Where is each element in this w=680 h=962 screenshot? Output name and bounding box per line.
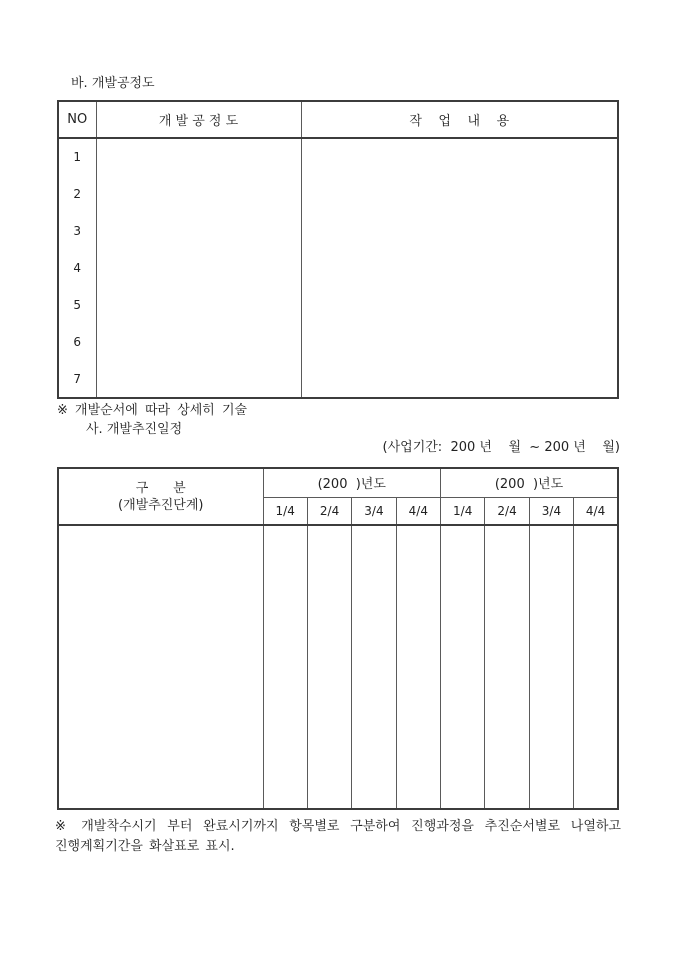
schedule-year2-label: (200 )년도 [494,477,564,493]
schedule-cell-y2-q2 [485,525,529,809]
schedule-category-label: 구 분 [135,480,186,496]
schedule-cell-y1-q1 [263,525,307,809]
process-header-work [301,101,618,138]
row-number-7: 7 [73,371,82,386]
process-header-no-label: NO [67,112,88,127]
schedule-year1-header [263,468,441,497]
schedule-category-cell [58,525,263,809]
quarter-y1-q2: 2/4 [307,497,351,525]
process-header-work-label: 작 업 내 용 [409,114,510,129]
schedule-year1-label: (200 )년도 [317,477,386,493]
process-no-column [58,138,96,398]
quarter-y2-q1: 1/4 [441,497,485,525]
section1-title: 바. 개발공정도 [71,76,155,91]
schedule-cell-y2-q3 [529,525,573,809]
row-number-4: 4 [73,261,82,275]
process-table [57,100,619,399]
process-footnote: ※ 개발순서에 따라 상세히 기술 [57,403,248,418]
quarter-y2-q2: 2/4 [485,497,529,525]
schedule-year2-header [441,468,619,497]
row-number-1: 1 [73,150,82,165]
schedule-category-sublabel: (개발추진단계) [118,497,204,513]
process-table-header-row [58,101,618,138]
schedule-table [57,467,619,810]
schedule-cell-y2-q1 [441,525,485,809]
section2-title: 사. 개발추진일정 [86,422,183,437]
row-number-2: 2 [73,187,82,202]
quarter-y1-q3: 3/4 [352,497,396,525]
process-header-diagram [96,101,301,138]
quarter-y1-q1: 1/4 [263,497,307,525]
quarter-y1-q4: 4/4 [396,497,440,525]
process-table-body-row [58,138,618,398]
business-period-caption: (사업기간: 200 년 월 ~ 200 년 월) [382,440,620,455]
row-number-3: 3 [73,224,82,239]
process-diagram-cell [96,138,301,398]
process-header-diagram-label: 개 발 공 정 도 [158,114,239,129]
schedule-cell-y2-q4 [574,525,618,809]
schedule-footnote: ※ 개발착수시기 부터 완료시기까지 항목별로 구분하여 진행과정을 추진순서별로 나열하고 진행계획기간을 화살표로 표시. [55,819,621,854]
schedule-cell-y1-q3 [352,525,396,809]
schedule-cell-y1-q2 [307,525,351,809]
process-header-no [58,101,96,138]
quarter-y2-q3: 3/4 [529,497,573,525]
row-number-5: 5 [73,297,82,312]
schedule-year-header-row [58,468,618,497]
schedule-table-body-row [58,525,618,809]
schedule-category-header [58,468,263,525]
row-number-6: 6 [73,334,82,349]
process-row-number-stack [59,139,96,397]
quarter-y2-q4: 4/4 [574,497,618,525]
schedule-cell-y1-q4 [396,525,440,809]
process-work-cell [301,138,618,398]
